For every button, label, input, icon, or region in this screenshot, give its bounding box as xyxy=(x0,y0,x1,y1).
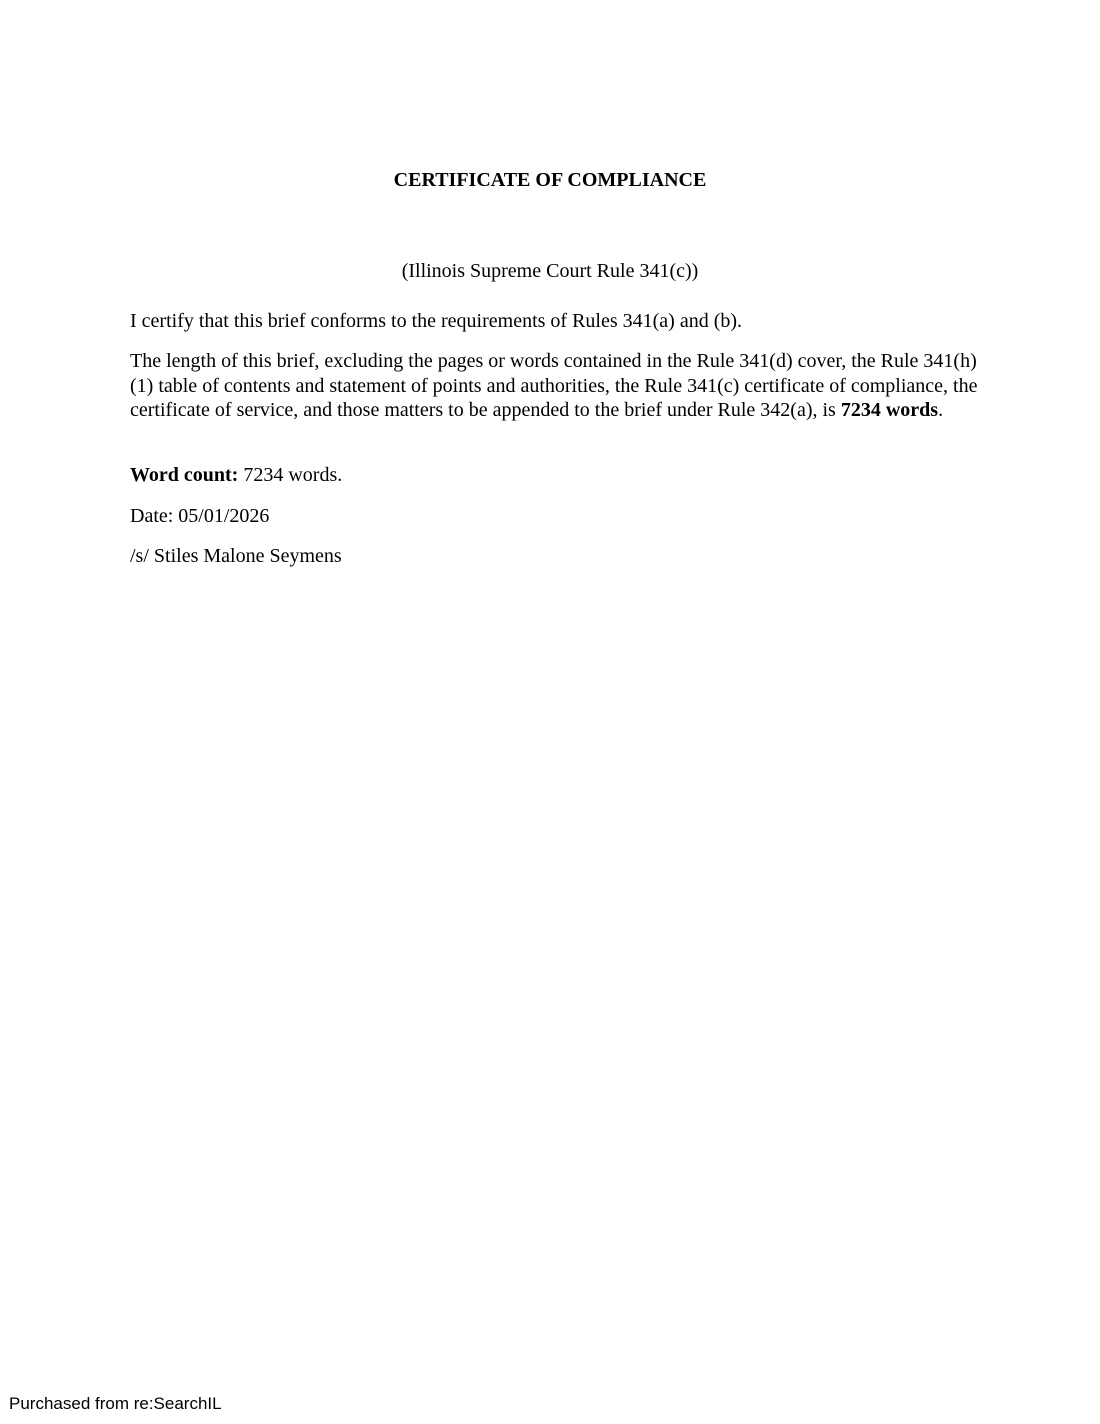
purchase-footer: Purchased from re:SearchIL xyxy=(9,1394,222,1413)
word-count-value: 7234 words. xyxy=(238,464,343,486)
signature-line: /s/ Stiles Malone Seymens xyxy=(130,545,342,567)
page-title: CERTIFICATE OF COMPLIANCE xyxy=(393,169,707,191)
certify-statement: I certify that this brief conforms to the requirements of Rules 341(a) and (b). xyxy=(130,310,743,332)
rule-subtitle: (Illinois Supreme Court Rule 341(c)) xyxy=(401,260,699,282)
length-statement-end: . xyxy=(938,399,944,421)
length-word-count: 7234 words xyxy=(840,399,939,421)
date-line: Date: 05/01/2026 xyxy=(130,505,270,527)
length-statement xyxy=(130,349,980,423)
word-count-line xyxy=(130,463,980,488)
length-statement-text: The length of this brief, excluding the pages or words contained in the Rule 341(d) cover, the Rule 341(h)(1) table of contents and statement of points and authorities, the Rule 341(c) certificate of compliance, the certificate of service, and those matters to be appended to the brief under Rule 342(a), is xyxy=(130,350,978,421)
word-count-label: Word count: xyxy=(130,464,239,486)
